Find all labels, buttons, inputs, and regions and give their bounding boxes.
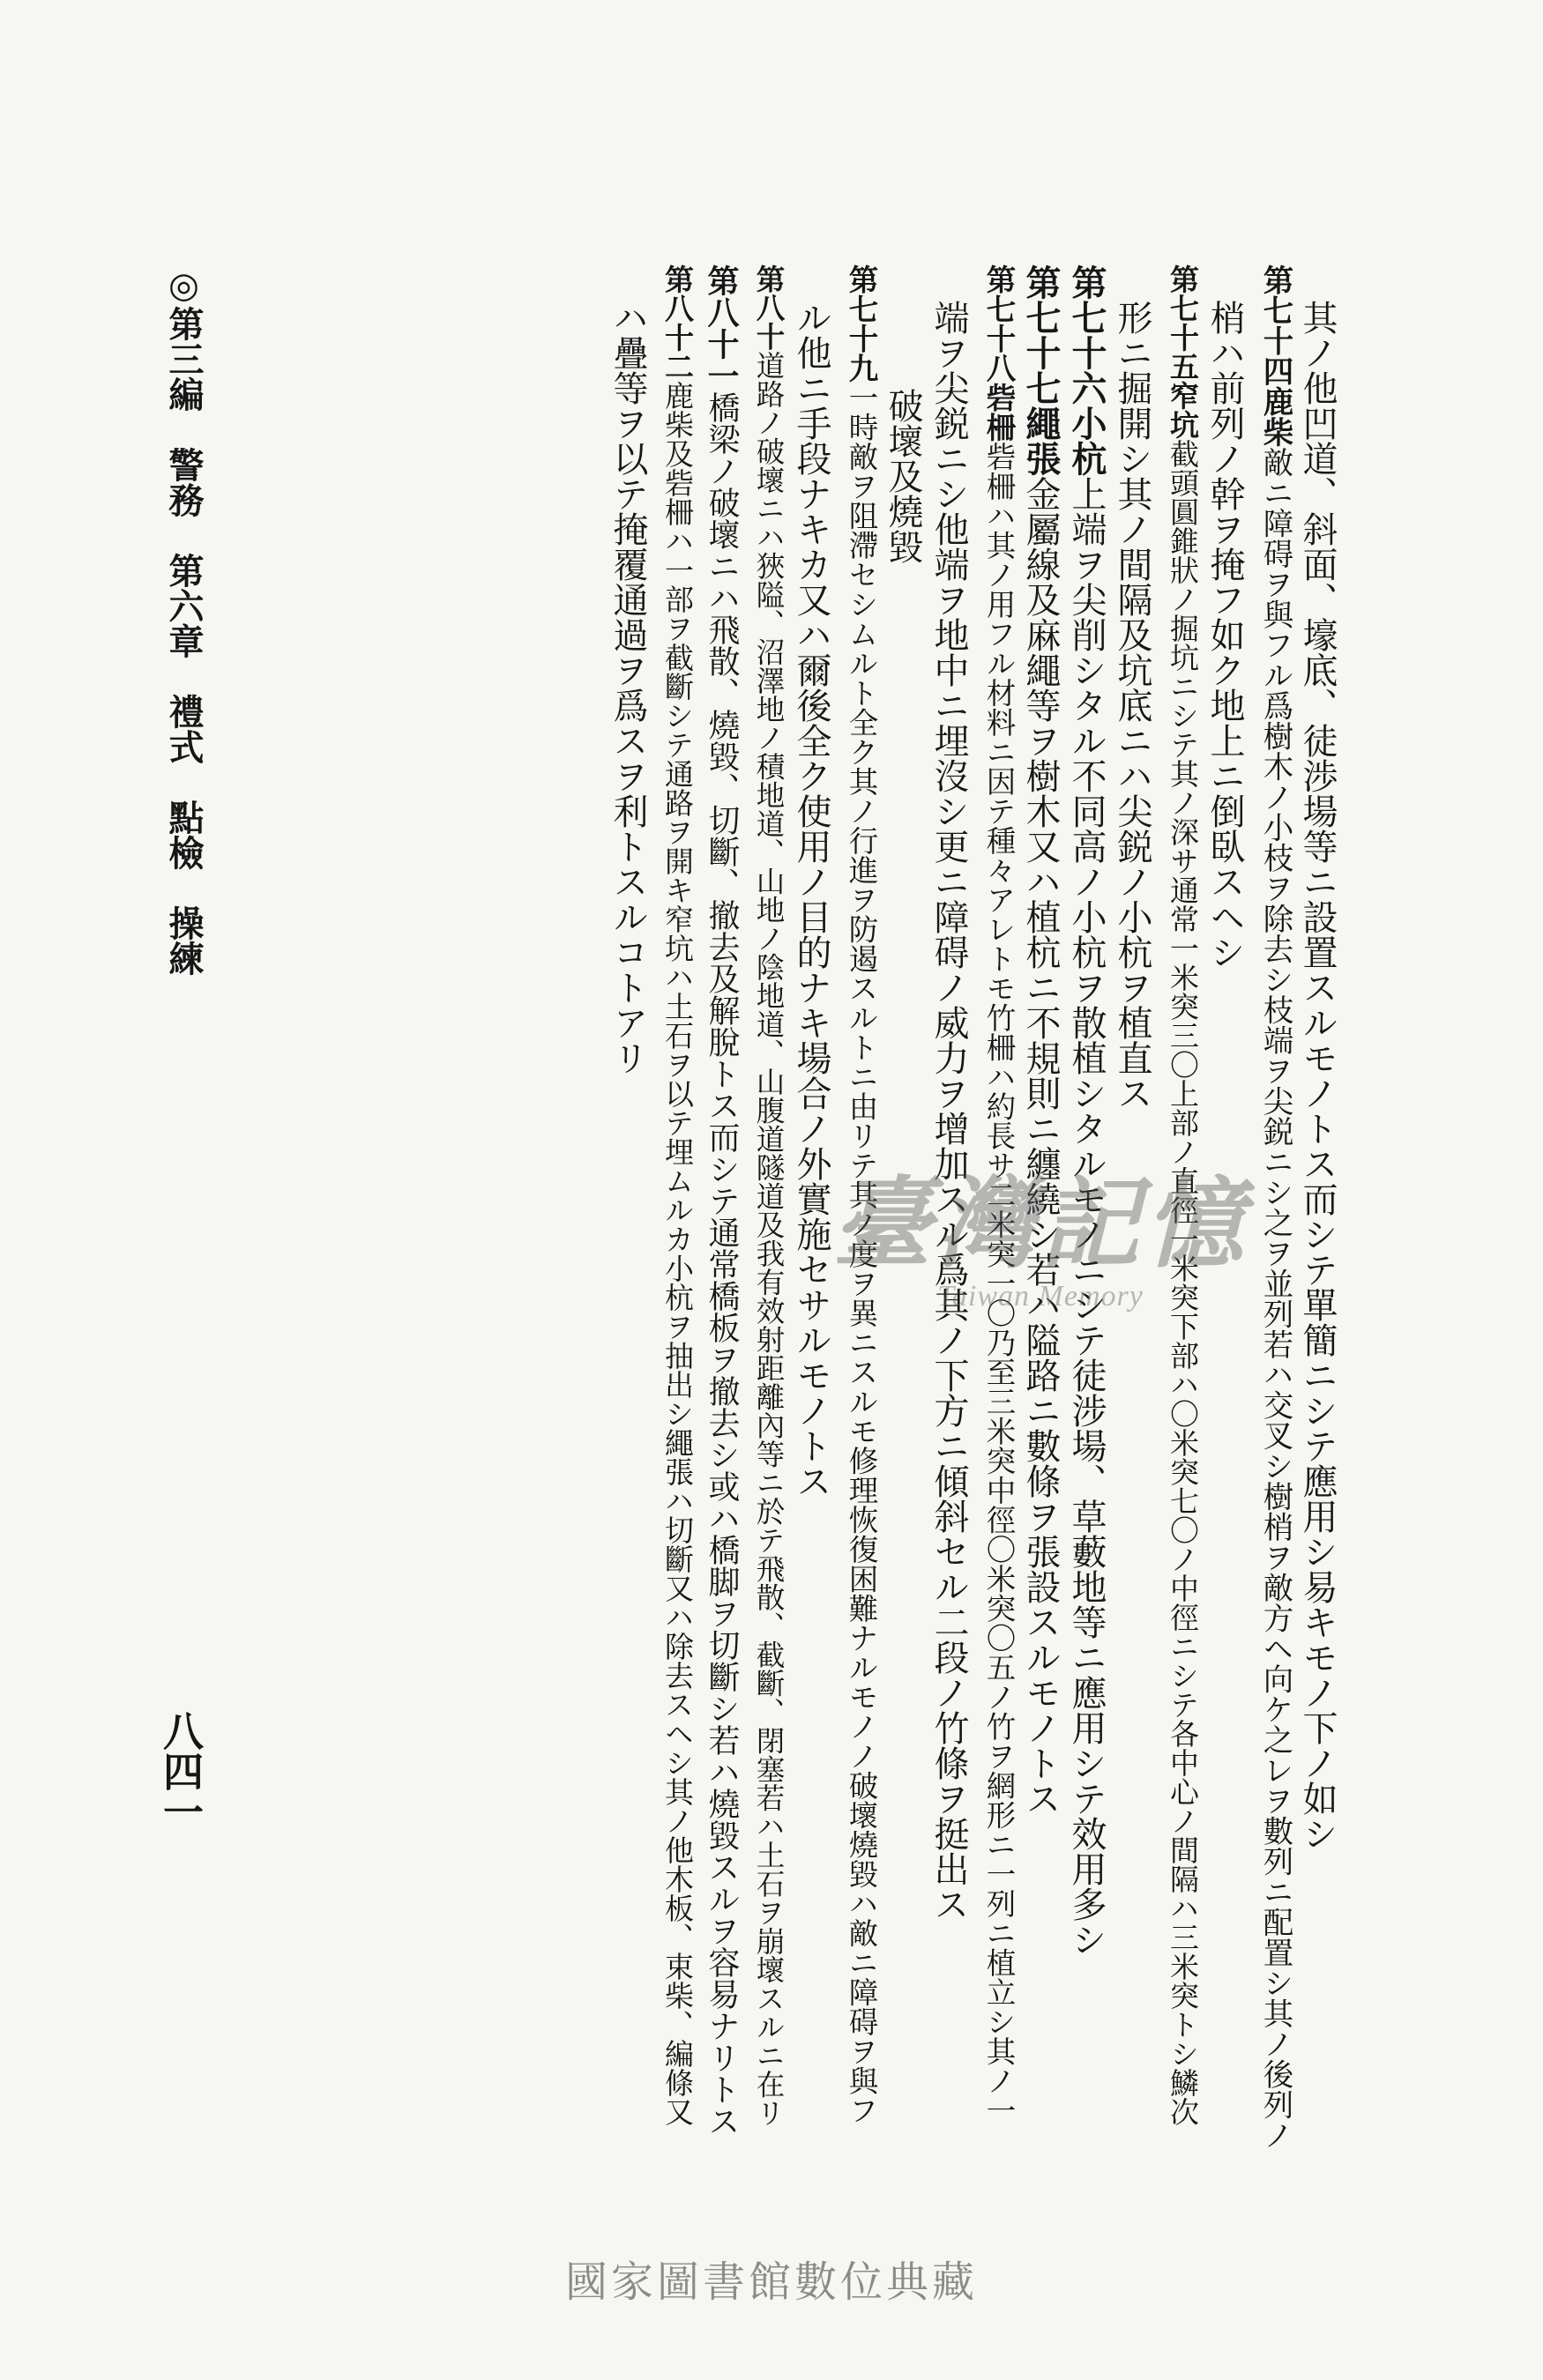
article-number: 第七十六 [1066,264,1107,405]
article-74-line-1 [1247,264,1293,2151]
article-text: 上端ヲ尖削シタル不同高ノ小杭ヲ散植シタルモノニシテ徒涉場、草藪地等ニ應用シテ效用多シ [1066,476,1107,1957]
article-text: 截頭圓錐狀ノ掘坑ニシテ其ノ深サ通常一米突三〇上部ノ直徑一米突下部ハ〇米突七〇ノ中徑ニシテ各中心ノ間隔ハ三米突トシ鱗次 [1166,439,1200,2126]
article-number: 第八十 [752,264,786,351]
article-number: 第七十五 [1166,264,1200,381]
article-title: 砦柵 [981,383,1016,442]
article-79-line-2 [786,264,832,2151]
article-title: 鹿柴 [1257,386,1293,447]
intro-line [1293,264,1338,2151]
article-76-line-1 [1062,264,1107,2151]
article-77-line-1 [1016,264,1062,2151]
article-75-line-2 [1107,264,1153,2151]
article-82-line-2 [603,264,649,2151]
article-78-line-1 [970,264,1016,2151]
article-text: ハ疊等ヲ以テ掩覆通過ヲ爲スヲ利トスルコトアリ [608,300,648,1075]
article-number: 第八十一 [703,264,740,391]
article-79-line-1 [832,264,878,2151]
article-number: 第七十九 [844,264,878,383]
article-number: 第七十四 [1257,264,1293,386]
article-text: 一時敵ヲ阻滯セシムルト全ク其ノ行進ヲ防遏スルトニ由リテ其ノ度ヲ異ニスルモ修理恢復困難ナルモノノ破壞燒毀ハ敵ニ障碍ヲ與フ [844,383,878,2125]
article-text: 橋梁ノ破壞ニハ飛散、燒毀、切斷、撤去及解脫トス而シテ通常橋板ヲ撤去シ或ハ橋脚ヲ切斷シ若ハ燒毀スルヲ容易ナリトス [704,391,740,2137]
article-81-line-1 [695,264,741,2151]
article-74-line-2 [1200,264,1246,2151]
article-75-line-1 [1154,264,1200,2151]
article-title: 窄坑 [1166,381,1200,439]
article-number: 第七十八 [981,264,1016,383]
article-number: 第八十二 [660,264,695,381]
article-text: 形ニ掘開シ其ノ間隔及坑底ニハ尖鋭ノ小杭ヲ植直ス [1112,300,1152,1111]
article-82-line-1 [649,264,695,2151]
article-text: 道路ノ破壞ニハ狹隘、沼澤地ノ積地道、山地ノ陰地道、山腹道隧道及我有效射距離內等ニ於テ飛散、截斷、閉塞若ハ土石ヲ崩壞スルニ在リ [752,350,786,2127]
watermark-sub-text: Taiwan Memory [937,1279,1144,1313]
intro-text: 其ノ他凹道、斜面、壕底、徒渉場等ニ設置スルモノトス而シテ單簡ニシテ應用シ易キモノ下ノ如シ [1297,300,1338,1851]
running-head: ◎第三編 警務 第六章 禮式 點檢 操練 [163,264,205,976]
watermark-main-text: 臺灣記憶 [832,1166,1249,1282]
article-text: ル他ニ手段ナキカ又ハ爾後全ク使用ノ目的ナキ場合ノ外實施セサルモノトス [791,300,831,1499]
section-heading-text: 破壞及燒毀 [883,388,923,564]
article-text: 敵ニ障碍ヲ與フル爲樹木ノ小枝ヲ除去シ枝端ヲ尖鋭ニシ之ヲ並列若ハ交叉シ樹梢ヲ敵方ヘ向ケ之レヲ數列ニ配置シ其ノ後列ノ [1257,447,1293,2150]
article-text: 鹿柴及砦柵ハ一部ヲ截斷シテ通路ヲ開キ窄坑ハ土石ヲ以テ埋ムルカ小杭ヲ抽出シ繩張ハ切斷又ハ除去スヘシ其ノ他木板、束柴、編條又 [660,381,695,2126]
archive-footer: 國家圖書館數位典藏 [564,2257,978,2307]
article-78-line-2 [924,264,970,2151]
article-number: 第七十七 [1020,264,1062,405]
article-text: 砦柵ハ其ノ用フル材料ニ因テ種々アレトモ竹柵ハ約長サ二米突一〇乃至三米突中徑〇米突〇五ノ竹ヲ網形ニ一列ニ植立シ其ノ一 [981,442,1016,2125]
article-80-line-1 [741,264,786,2151]
page-number: 八四一 [157,1710,205,1832]
article-text: 端ヲ尖鋭ニシ他端ヲ地中ニ埋沒シ更ニ障碍ノ威力ヲ增加スル爲其ノ下方ニ傾斜セル二段ノ竹條ヲ挺出ス [928,300,969,1922]
article-title: 繩張 [1020,405,1062,476]
article-title: 小杭 [1066,405,1107,476]
section-heading [878,264,924,2151]
article-text: 梢ハ前列ノ幹ヲ掩フ如ク地上ニ倒臥スヘシ [1204,300,1245,970]
article-text: 金屬線及麻繩等ヲ樹木又ハ植杭ニ不規則ニ纏繞シ若ハ隘路ニ數條ヲ張設スルモノトス [1020,476,1061,1816]
